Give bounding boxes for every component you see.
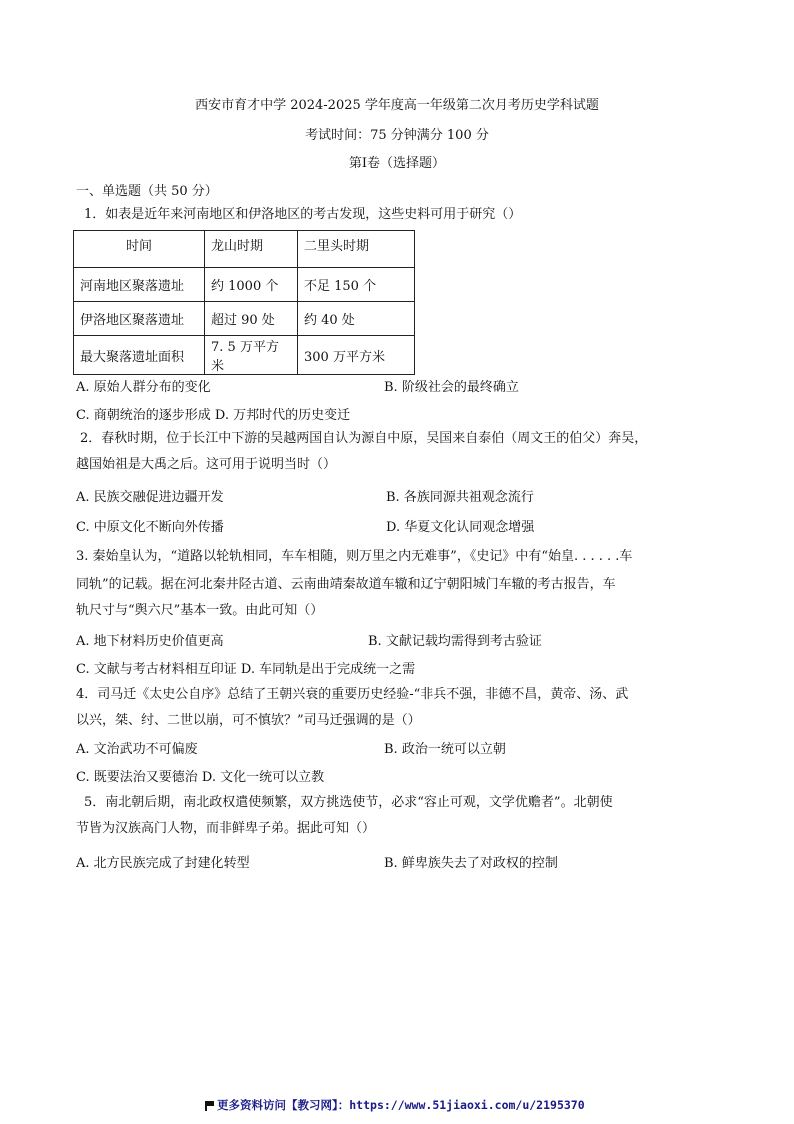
- table-cell: 约 1000 个: [205, 268, 298, 302]
- question-4-line-1: 4．司马迁《太史公自序》总结了王朝兴衰的重要历史经验-“非兵不强，非德不昌，黄帝、汤、武: [76, 687, 629, 702]
- question-3-line-3: 轨尺寸与“舆六尺”基本一致。由此可知（）: [76, 603, 324, 618]
- q2-option-c: C. 中原文化不断向外传播: [76, 520, 224, 535]
- table-cell: 最大聚落遗址面积: [74, 336, 205, 375]
- q1-option-cd: C. 商朝统治的逐步形成 D. 万邦时代的历史变迁: [76, 408, 351, 423]
- table-cell: 约 40 处: [298, 302, 415, 336]
- table-header-cell: 二里头时期: [298, 231, 415, 268]
- archaeology-table: [73, 230, 415, 375]
- q1-option-a: A. 原始人群分布的变化: [76, 380, 211, 395]
- table-cell: 超过 90 处: [205, 302, 298, 336]
- footer-link[interactable]: [205, 1097, 585, 1113]
- q2-option-a: A. 民族交融促进边疆开发: [76, 490, 224, 505]
- exam-info: 考试时间：75 分钟满分 100 分: [305, 128, 489, 143]
- q3-option-a: A. 地下材料历史价值更高: [76, 634, 224, 649]
- table-header-row: [74, 231, 415, 268]
- question-4-line-2: 以兴，桀、纣、二世以崩，可不慎欤？”司马迁强调的是（）: [76, 713, 421, 728]
- table-header-cell: 龙山时期: [205, 231, 298, 268]
- table-cell: 7. 5 万平方米: [205, 336, 298, 375]
- exam-title: 西安市育才中学 2024-2025 学年度高一年级第二次月考历史学科试题: [195, 98, 599, 113]
- question-5-line-2: 节皆为汉族高门人物，而非鲜卑子弟。据此可知（）: [76, 821, 376, 836]
- q4-option-b: B. 政治一统可以立朝: [384, 742, 506, 757]
- table-cell: 伊洛地区聚落遗址: [74, 302, 205, 336]
- question-3-line-1: 3. 秦始皇认为，“道路以轮轨相同，车车相随，则万里之内无难事”，《史记》中有“始皇. . . . . .车: [76, 549, 633, 564]
- question-2-line-1: 2．春秋时期，位于长江中下游的吴越两国自认为源自中原，吴国来自泰伯（周文王的伯父）奔吴，: [80, 431, 648, 446]
- table-cell: 不足 150 个: [298, 268, 415, 302]
- q3-option-b: B. 文献记载均需得到考古验证: [368, 634, 542, 649]
- table-cell: 河南地区聚落遗址: [74, 268, 205, 302]
- table-row: [74, 268, 415, 302]
- question-2-line-2: 越国始祖是大禹之后。这可用于说明当时（）: [76, 457, 337, 472]
- q3-option-cd: C. 文献与考古材料相互印证 D. 车同轨是出于完成统一之需: [76, 662, 416, 677]
- section-heading: 一、单选题（共 50 分）: [76, 184, 218, 199]
- q5-option-a: A. 北方民族完成了封建化转型: [76, 856, 250, 871]
- flag-icon: [205, 1101, 213, 1110]
- table-header-cell: 时间: [74, 231, 205, 268]
- q4-option-cd: C. 既要法治又要德治 D. 文化一统可以立教: [76, 770, 325, 785]
- q4-option-a: A. 文治武功不可偏废: [76, 742, 198, 757]
- question-5-line-1: 5．南北朝后期，南北政权遣使频繁，双方挑选使节，必求“容止可观，文学优赡者”。北朝使: [84, 795, 613, 810]
- table-row: [74, 302, 415, 336]
- question-1-stem: 1．如表是近年来河南地区和伊洛地区的考古发现，这些史料可用于研究（）: [84, 207, 522, 222]
- q2-option-b: B. 各族同源共祖观念流行: [386, 490, 534, 505]
- table-row: [74, 336, 415, 375]
- q2-option-d: D. 华夏文化认同观念增强: [386, 520, 535, 535]
- q5-option-b: B. 鲜卑族失去了对政权的控制: [384, 856, 558, 871]
- table-cell: 300 万平方米: [298, 336, 415, 375]
- question-3-line-2: 同轨”的记载。据在河北秦井陉古道、云南曲靖秦故道车辙和辽宁朝阳城门车辙的考古报告，车: [76, 577, 616, 592]
- q1-option-b: B. 阶级社会的最终确立: [384, 380, 519, 395]
- volume-heading: 第Ⅰ卷（选择题）: [348, 156, 446, 171]
- footer-text: 更多资料访问【教习网】：https://www.51jiaoxi.com/u/2195370: [217, 1098, 585, 1112]
